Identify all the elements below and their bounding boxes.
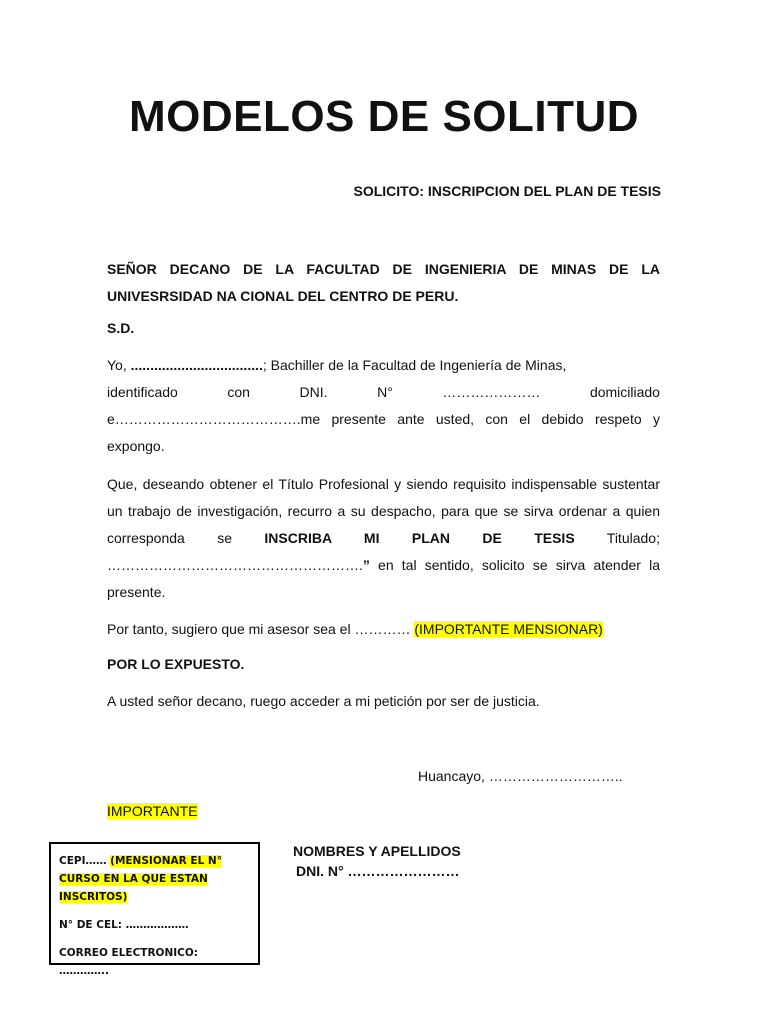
important-label <box>107 803 198 819</box>
advisor-highlight: (IMPORTANTE MENSIONAR) <box>414 621 603 637</box>
p1-word: domiciliado <box>589 384 660 400</box>
salutation: S.D. <box>107 320 135 336</box>
p1-word: DNI. <box>299 384 328 400</box>
cepi-note: (MENSIONAR EL N° CURSO EN LA QUE ESTAN INSCRITOS) <box>59 855 222 903</box>
important-highlight: IMPORTANTE <box>107 803 198 819</box>
paragraph-closing: A usted señor decano, ruego acceder a mi petición por ser de justicia. <box>107 693 540 709</box>
cepi-label: CEPI…… <box>59 855 111 867</box>
p1-word: N° <box>377 384 393 400</box>
p1-dni-line <box>107 379 660 406</box>
paragraph-request <box>107 471 660 606</box>
signature-dni: DNI. N° …………………… <box>296 863 460 879</box>
p2-quote: ” <box>362 557 370 573</box>
name-blank: .................................. <box>130 357 263 373</box>
correo-line: CORREO ELECTRONICO: ………….. <box>59 947 198 977</box>
place-date: Huancayo, ……………………….. <box>418 768 623 784</box>
paragraph-advisor <box>107 616 660 643</box>
p1-address-line: e………………………………….me presente ante usted, con el debido respeto y expongo. <box>107 411 660 454</box>
page-title: MODELOS DE SOLITUD <box>128 92 640 141</box>
p2-bold: INSCRIBA MI PLAN DE TESIS <box>264 530 575 546</box>
signature-block <box>293 841 461 881</box>
paragraph-identification <box>107 352 660 460</box>
info-box <box>49 842 260 977</box>
p2-text: Que, deseando obtener el Título Profesional y siendo requisito indispensable sustentar un trabajo de investigación, recurro a su despacho, para que se sirva ordenar a quien corresponda se <box>107 476 660 546</box>
p1-word: identificado <box>107 384 178 400</box>
p1-word: con <box>227 384 250 400</box>
p2-closing: en tal sentido, solicito se sirva atender la presente. <box>107 557 660 600</box>
signature-names: NOMBRES Y APELLIDOS <box>293 843 461 859</box>
p1-bachiller: ; Bachiller de la Facultad de Ingeniería de Minas, <box>262 357 567 373</box>
cepi-line <box>59 852 250 906</box>
p3-text: Por tanto, sugiero que mi asesor sea el ………… <box>107 621 415 637</box>
dni-blank: ………………… <box>442 384 541 400</box>
p1-intro: Yo, <box>107 357 131 373</box>
por-lo-expuesto: POR LO EXPUESTO. <box>107 656 245 672</box>
addressee: SEÑOR DECANO DE LA FACULTAD DE INGENIERIA DE MINAS DE LA UNIVESRSIDAD NA CIONAL DEL CENTRO DE PERU. <box>107 261 660 304</box>
request-subject: SOLICITO: INSCRIPCION DEL PLAN DE TESIS <box>353 183 661 199</box>
cel-line: N° DE CEL: ……………… <box>59 919 189 931</box>
p2-title: Titulado; ………………………………………………. <box>107 530 660 573</box>
